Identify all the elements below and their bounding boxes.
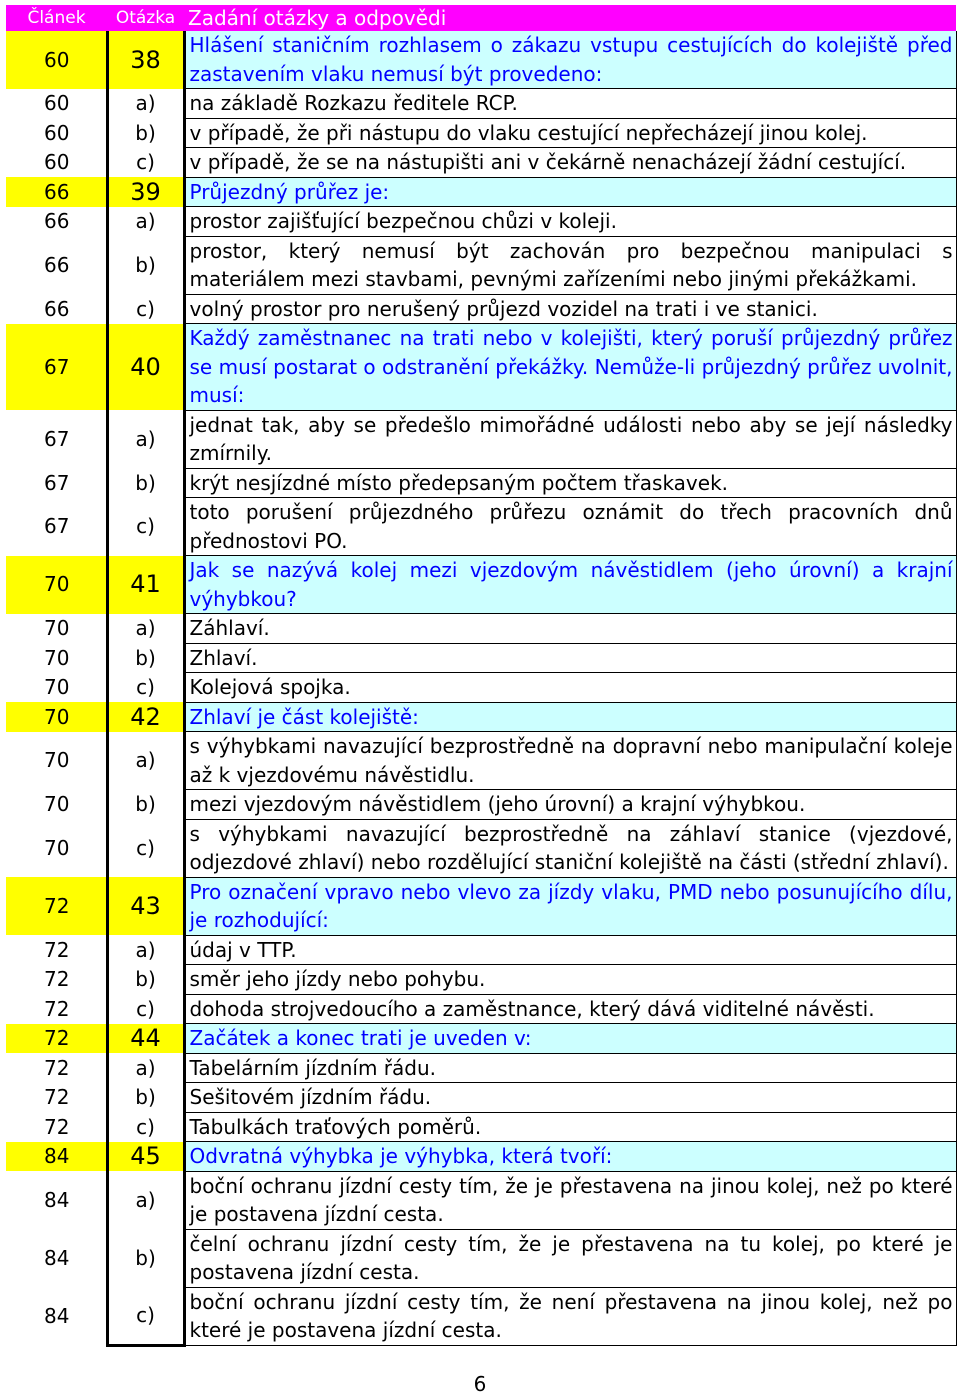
article-cell: 60 [44,91,70,115]
answer-label-cell: c) [107,994,184,1024]
question-number-cell: 41 [107,556,184,614]
answer-row [6,614,956,644]
question-text-cell: Pro označení vpravo nebo vlevo za jízdy vlaku, PMD nebo posunujícího dílu, je rozhodující: [184,877,956,935]
article-cell: 72 [44,996,70,1021]
question-text-cell: Hlášení staničním rozhlasem o zákazu vstupu cestujících do kolejiště před zastavením vlaku nemusí být provedeno: [184,31,956,89]
answer-label-cell: a) [107,1171,184,1229]
answer-label-cell: a) [107,410,184,468]
article-cell: 84 [6,1142,107,1172]
answer-label-cell: a) [107,935,184,965]
answer-label-cell: c) [107,148,184,178]
answer-label-cell: b) [107,118,184,148]
answer-text-cell: s výhybkami navazující bezprostředně na záhlaví stanice (vjezdové, odjezdové zhlaví) nebo rozdělující staniční kolejiště na části (střední zhlaví). [184,819,956,877]
answer-row [6,790,956,820]
article-cell: 84 [44,1303,70,1328]
answer-row [6,294,956,324]
answer-label-cell: b) [107,643,184,673]
article-cell: 67 [6,324,107,411]
answer-row [6,468,956,498]
answer-row [6,1287,956,1345]
article-cell: 70 [44,835,70,860]
answer-text-cell: dohoda strojvedoucího a zaměstnance, který dává viditelné návěsti. [184,994,956,1024]
answer-label-cell: c) [107,498,184,556]
question-number-cell: 38 [107,31,184,89]
article-cell: 72 [6,1024,107,1054]
question-number-cell: 45 [107,1142,184,1172]
answer-row [6,89,956,119]
question-row [6,324,956,411]
question-row [6,177,956,207]
article-cell: 60 [44,150,70,174]
table-header-row [6,5,956,31]
answer-text-cell: volný prostor pro nerušený průjezd vozidel na trati i ve stanici. [184,294,956,324]
header-article: Článek [6,5,107,31]
answer-label-cell: c) [107,673,184,703]
article-cell: 67 [44,470,70,495]
question-row [6,556,956,614]
article-cell: 70 [44,645,70,670]
answer-text-cell: čelní ochranu jízdní cesty tím, že je přestavena na tu kolej, po které je postavena jízdní cesta. [184,1229,956,1287]
article-cell: 60 [44,120,70,145]
answer-label-cell: b) [107,236,184,294]
answer-row [6,1112,956,1142]
question-sheet [6,5,956,1347]
answer-text-cell: Zhlaví. [184,643,956,673]
answer-label-cell: c) [107,1287,184,1345]
answer-row [6,732,956,790]
question-row [6,1142,956,1172]
answer-row [6,236,956,294]
answer-text-cell: Tabulkách traťových poměrů. [184,1112,956,1142]
answer-text-cell: boční ochranu jízdní cesty tím, že není přestavena na jinou kolej, než po které je postavena jízdní cesta. [184,1287,956,1345]
question-number-cell: 43 [107,877,184,935]
page-number: 6 [473,1372,487,1396]
question-row [6,702,956,732]
article-cell: 70 [44,748,70,773]
question-row [6,877,956,935]
answer-row [6,643,956,673]
answer-row [6,673,956,703]
article-cell: 66 [6,177,107,207]
question-text-cell: Odvratná výhybka je výhybka, která tvoří: [184,1142,956,1172]
header-question: Otázka [107,5,184,31]
article-cell: 66 [44,296,70,321]
answer-label-cell: a) [107,207,184,237]
answer-text-cell: v případě, že se na nástupišti ani v čekárně nenacházejí žádní cestující. [184,148,956,178]
answer-label-cell: a) [107,1053,184,1083]
answer-row [6,1053,956,1083]
answer-text-cell: směr jeho jízdy nebo pohybu. [184,965,956,995]
question-text-cell: Jak se nazývá kolej mezi vjezdovým návěstidlem (jeho úrovní) a krajní výhybkou? [184,556,956,614]
article-cell: 66 [44,209,70,233]
article-cell: 66 [44,252,70,277]
answer-label-cell: b) [107,790,184,820]
answer-text-cell: toto porušení průjezdného průřezu oznámit do třech pracovních dnů přednostovi PO. [184,498,956,556]
question-text-cell: Každý zaměstnanec na trati nebo v kolejišti, který poruší průjezdný průřez se musí postarat o odstranění překážky. Nemůže-li průjezdný průřez uvolnit, musí: [184,324,956,411]
answer-text-cell: na základě Rozkazu ředitele RCP. [184,89,956,119]
answer-label-cell: c) [107,294,184,324]
answer-label-cell: b) [107,965,184,995]
answer-row [6,994,956,1024]
answer-row [6,498,956,556]
answer-label-cell: c) [107,1112,184,1142]
article-cell: 70 [44,792,70,816]
article-cell: 70 [6,702,107,732]
article-cell: 72 [44,937,70,962]
question-number-cell: 42 [107,702,184,732]
answer-label-cell: c) [107,819,184,877]
question-text-cell: Průjezdný průřez je: [184,177,956,207]
answer-text-cell: mezi vjezdovým návěstidlem (jeho úrovní) a krajní výhybkou. [184,790,956,820]
answer-text-cell: prostor, který nemusí být zachován pro bezpečnou manipulaci s materiálem mezi stavbami, pevnými zařízeními nebo jinými překážkami. [184,236,956,294]
answer-text-cell: krýt nesjízdné místo předepsaným počtem třaskavek. [184,468,956,498]
question-row [6,1024,956,1054]
article-cell: 70 [6,556,107,614]
article-cell: 67 [44,426,70,451]
question-number-cell: 40 [107,324,184,411]
answer-text-cell: Záhlaví. [184,614,956,644]
question-number-cell: 44 [107,1024,184,1054]
answer-label-cell: a) [107,89,184,119]
answer-text-cell: s výhybkami navazující bezprostředně na dopravní nebo manipulační koleje až k vjezdovému návěstidlu. [184,732,956,790]
answer-row [6,1229,956,1287]
answer-label-cell: a) [107,732,184,790]
question-number-cell: 39 [107,177,184,207]
article-cell: 60 [6,31,107,89]
article-cell: 72 [44,1085,70,1109]
answer-row [6,1083,956,1113]
answer-row [6,965,956,995]
answer-text-cell: Kolejová spojka. [184,673,956,703]
answer-text-cell: prostor zajišťující bezpečnou chůzi v koleji. [184,207,956,237]
article-cell: 72 [44,1114,70,1139]
answer-label-cell: b) [107,468,184,498]
table-body [6,31,956,1345]
article-cell: 72 [6,877,107,935]
answer-text-cell: jednat tak, aby se předešlo mimořádné události nebo aby se její následky zmírnily. [184,410,956,468]
answer-row [6,118,956,148]
answer-row [6,207,956,237]
answer-text-cell: Tabelárním jízdním řádu. [184,1053,956,1083]
answer-label-cell: b) [107,1083,184,1113]
answer-text-cell: údaj v TTP. [184,935,956,965]
answer-row [6,819,956,877]
answer-text-cell: boční ochranu jízdní cesty tím, že je přestavena na jinou kolej, než po které je postavena jízdní cesta. [184,1171,956,1229]
answer-text-cell: Sešitovém jízdním řádu. [184,1083,956,1113]
answer-row [6,935,956,965]
article-cell: 67 [44,514,70,539]
article-cell: 70 [44,616,70,640]
question-table [6,5,957,1347]
answer-text-cell: v případě, že při nástupu do vlaku cestující nepřecházejí jinou kolej. [184,118,956,148]
answer-row [6,1171,956,1229]
question-text-cell: Zhlaví je část kolejiště: [184,702,956,732]
question-row [6,31,956,89]
question-text-cell: Začátek a konec trati je uveden v: [184,1024,956,1054]
article-cell: 84 [44,1187,70,1212]
header-text: Zadání otázky a odpovědi [184,5,956,31]
article-cell: 84 [44,1245,70,1270]
answer-row [6,148,956,178]
article-cell: 70 [44,675,70,699]
article-cell: 72 [44,967,70,991]
answer-label-cell: a) [107,614,184,644]
article-cell: 72 [44,1055,70,1080]
answer-label-cell: b) [107,1229,184,1287]
answer-row [6,410,956,468]
